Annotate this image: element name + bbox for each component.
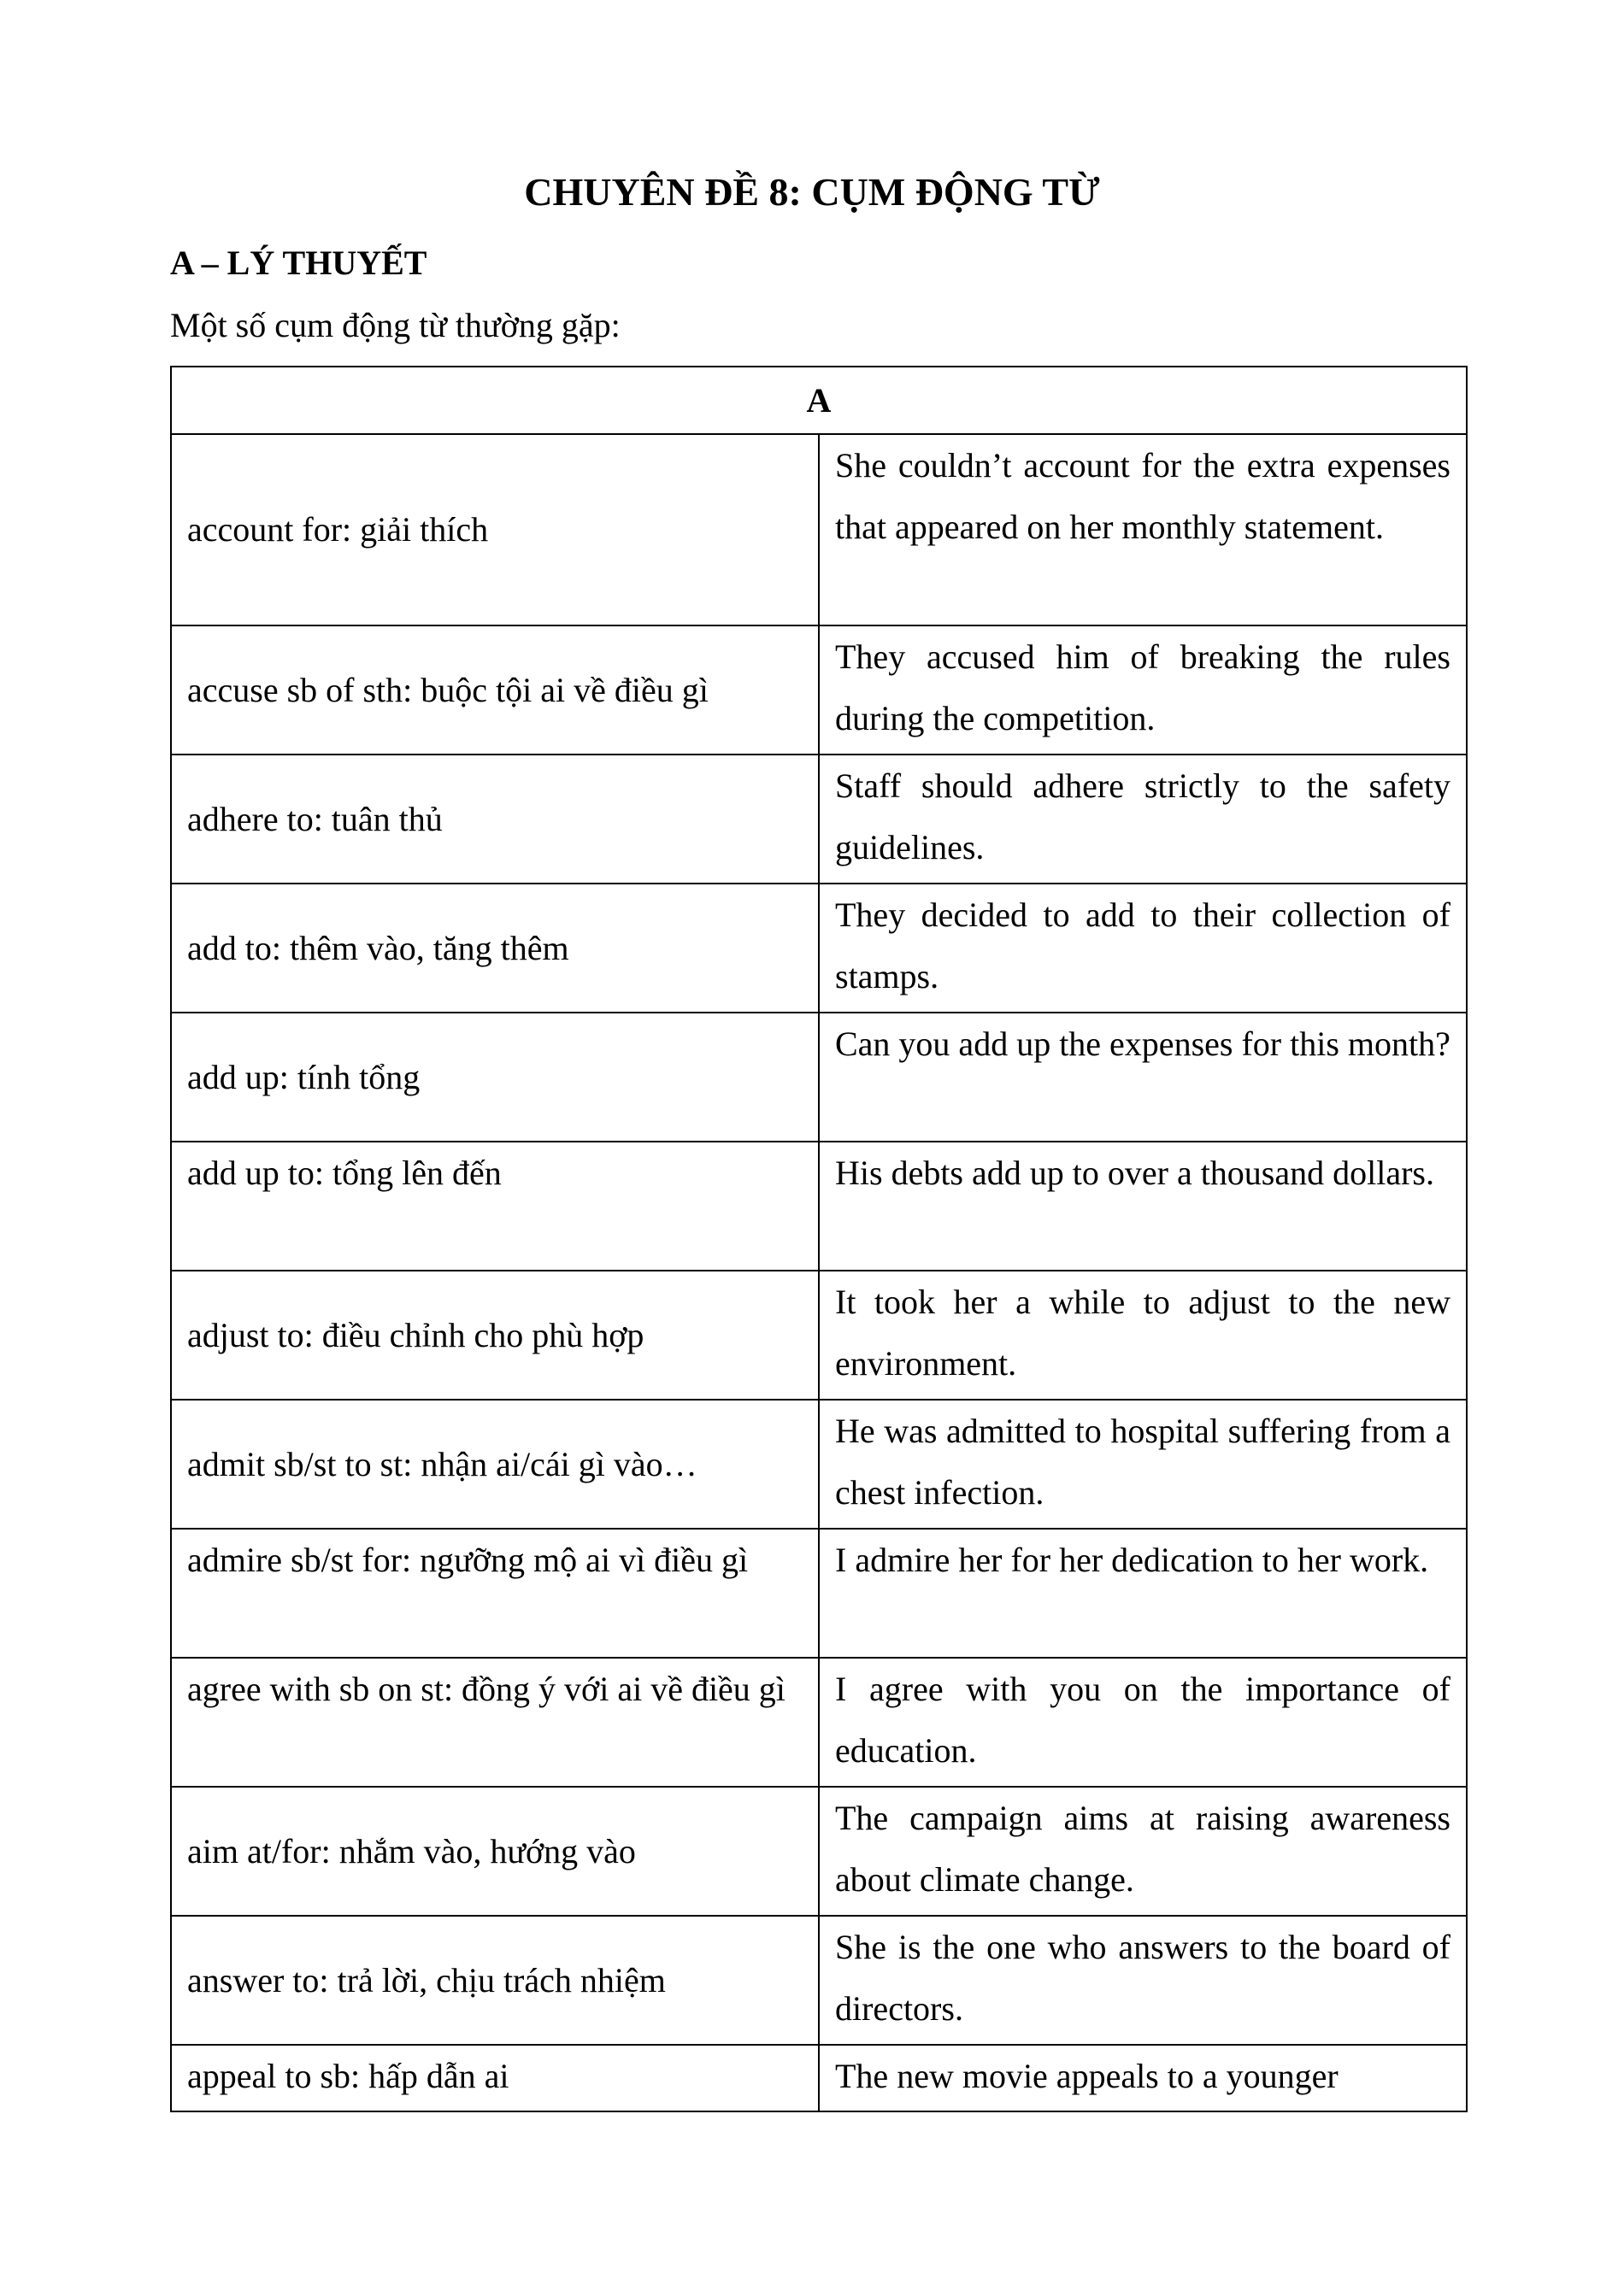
table-row (171, 1271, 1467, 1400)
example-sentence: I admire her for her dedication to her work. (819, 1529, 1467, 1658)
example-sentence: They decided to add to their collection of stamps. (819, 884, 1467, 1013)
phrasal-verb-term: account for: giải thích (171, 434, 819, 625)
phrasal-verb-term: agree with sb on st: đồng ý với ai về điều gì (171, 1658, 819, 1787)
example-sentence: His debts add up to over a thousand dollars. (819, 1142, 1467, 1271)
phrasal-verb-term: add to: thêm vào, tăng thêm (171, 884, 819, 1013)
section-heading: A – LÝ THUYẾT (170, 244, 427, 282)
intro-text: Một số cụm động từ thường gặp: (170, 306, 621, 344)
phrasal-verb-term: answer to: trả lời, chịu trách nhiệm (171, 1916, 819, 2045)
table-row (171, 434, 1467, 625)
phrasal-verb-term: adhere to: tuân thủ (171, 755, 819, 884)
table-row (171, 1916, 1467, 2045)
example-sentence: She is the one who answers to the board of directors. (819, 1916, 1467, 2045)
example-sentence: She couldn’t account for the extra expenses that appeared on her monthly statement. (819, 434, 1467, 625)
example-sentence: They accused him of breaking the rules during the competition. (819, 625, 1467, 755)
table-row (171, 1400, 1467, 1529)
phrasal-verb-term: appeal to sb: hấp dẫn ai (171, 2045, 819, 2111)
table-row (171, 625, 1467, 755)
example-sentence: Can you add up the expenses for this month? (819, 1013, 1467, 1142)
phrasal-verb-term: adjust to: điều chỉnh cho phù hợp (171, 1271, 819, 1400)
table-row (171, 884, 1467, 1013)
phrasal-verb-term: add up to: tổng lên đến (171, 1142, 819, 1271)
phrasal-verb-term: admit sb/st to st: nhận ai/cái gì vào… (171, 1400, 819, 1529)
phrasal-verb-term: add up: tính tổng (171, 1013, 819, 1142)
table-row (171, 1013, 1467, 1142)
phrasal-verb-term: admire sb/st for: ngưỡng mộ ai vì điều gì (171, 1529, 819, 1658)
example-sentence: I agree with you on the importance of education. (819, 1658, 1467, 1787)
table-row (171, 755, 1467, 884)
phrasal-verb-term: aim at/for: nhắm vào, hướng vào (171, 1787, 819, 1916)
table-row (171, 1787, 1467, 1916)
table-row (171, 1142, 1467, 1271)
example-sentence: He was admitted to hospital suffering from a chest infection. (819, 1400, 1467, 1529)
example-sentence: It took her a while to adjust to the new environment. (819, 1271, 1467, 1400)
table-header-letter: A (171, 367, 1467, 434)
phrasal-verb-table (170, 366, 1468, 2112)
example-sentence: Staff should adhere strictly to the safety guidelines. (819, 755, 1467, 884)
example-sentence: The campaign aims at raising awareness about climate change. (819, 1787, 1467, 1916)
example-sentence: The new movie appeals to a younger (819, 2045, 1467, 2111)
table-row (171, 1658, 1467, 1787)
table-header-row (171, 367, 1467, 434)
table-row (171, 1529, 1467, 1658)
phrasal-verb-term: accuse sb of sth: buộc tội ai về điều gì (171, 625, 819, 755)
table-row (171, 2045, 1467, 2111)
page-title: CHUYÊN ĐỀ 8: CỤM ĐỘNG TỪ (524, 170, 1100, 214)
